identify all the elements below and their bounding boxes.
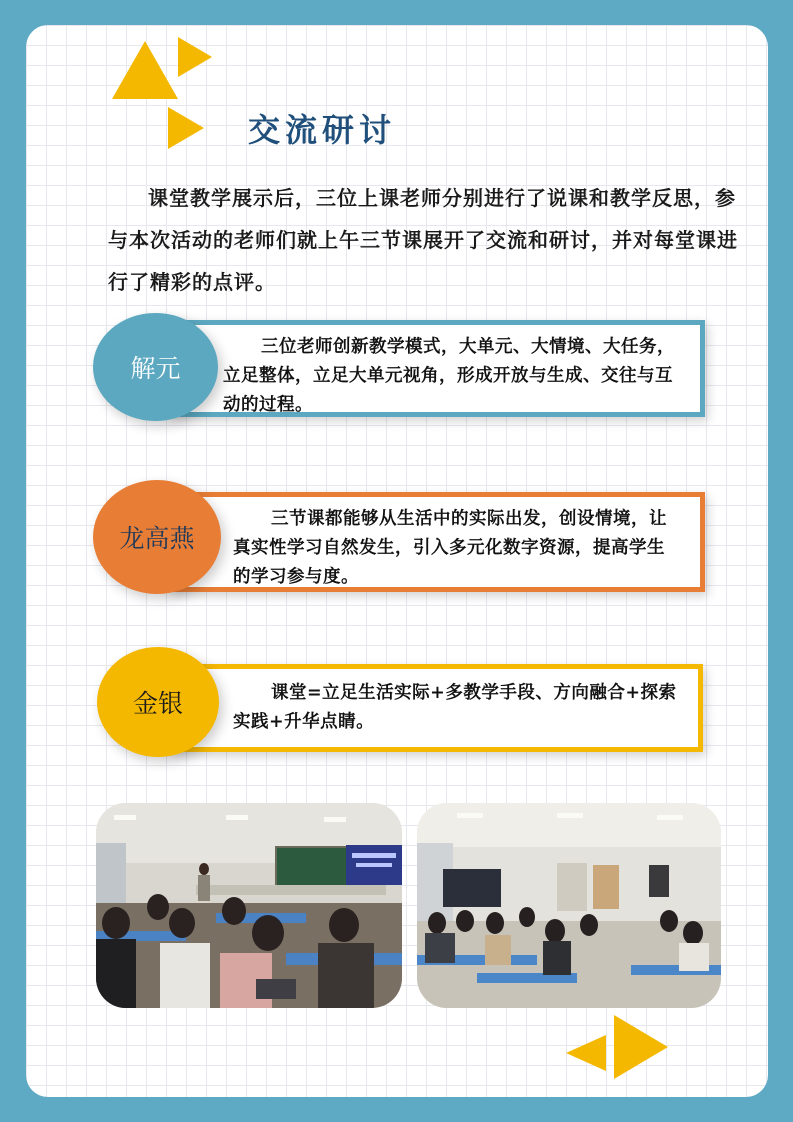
- triangle-decoration: [168, 107, 204, 149]
- triangle-decoration: [178, 37, 212, 77]
- comment-text: 三位老师创新教学模式，大单元、大情境、大任务，立足整体，立足大单元视角，形成开放与生成、交往与互动的过程。: [223, 337, 675, 415]
- commenter-badge: [93, 313, 218, 421]
- commenter-badge: [97, 647, 219, 757]
- triangle-decoration: [112, 41, 178, 99]
- commenter-name: 金银: [132, 689, 183, 718]
- meeting-photo: [417, 803, 721, 1008]
- commenter-name: 解元: [130, 354, 181, 383]
- commenter-name: 龙高燕: [119, 524, 195, 553]
- comment-text: 三节课都能够从生活中的实际出发，创设情境，让真实性学习自然发生，引入多元化数字资源，提高学生的学习参与度。: [233, 509, 667, 587]
- section-heading: 交流研讨: [248, 111, 397, 149]
- comment-box: [168, 664, 703, 752]
- commenter-badge: [93, 480, 221, 594]
- comment-text: 课堂=立足生活实际+多教学手段、方向融合+探索实践+升华点睛。: [233, 683, 677, 732]
- comment-box: [168, 492, 705, 592]
- triangle-decoration: [614, 1015, 668, 1079]
- comment-box: [168, 320, 705, 417]
- intro-paragraph: 课堂教学展示后，三位上课老师分别进行了说课和教学反思，参与本次活动的老师们就上午三节课展开了交流和研讨，并对每堂课进行了精彩的点评。: [108, 186, 738, 294]
- triangle-decoration: [566, 1035, 606, 1071]
- classroom-photo: [96, 803, 402, 1008]
